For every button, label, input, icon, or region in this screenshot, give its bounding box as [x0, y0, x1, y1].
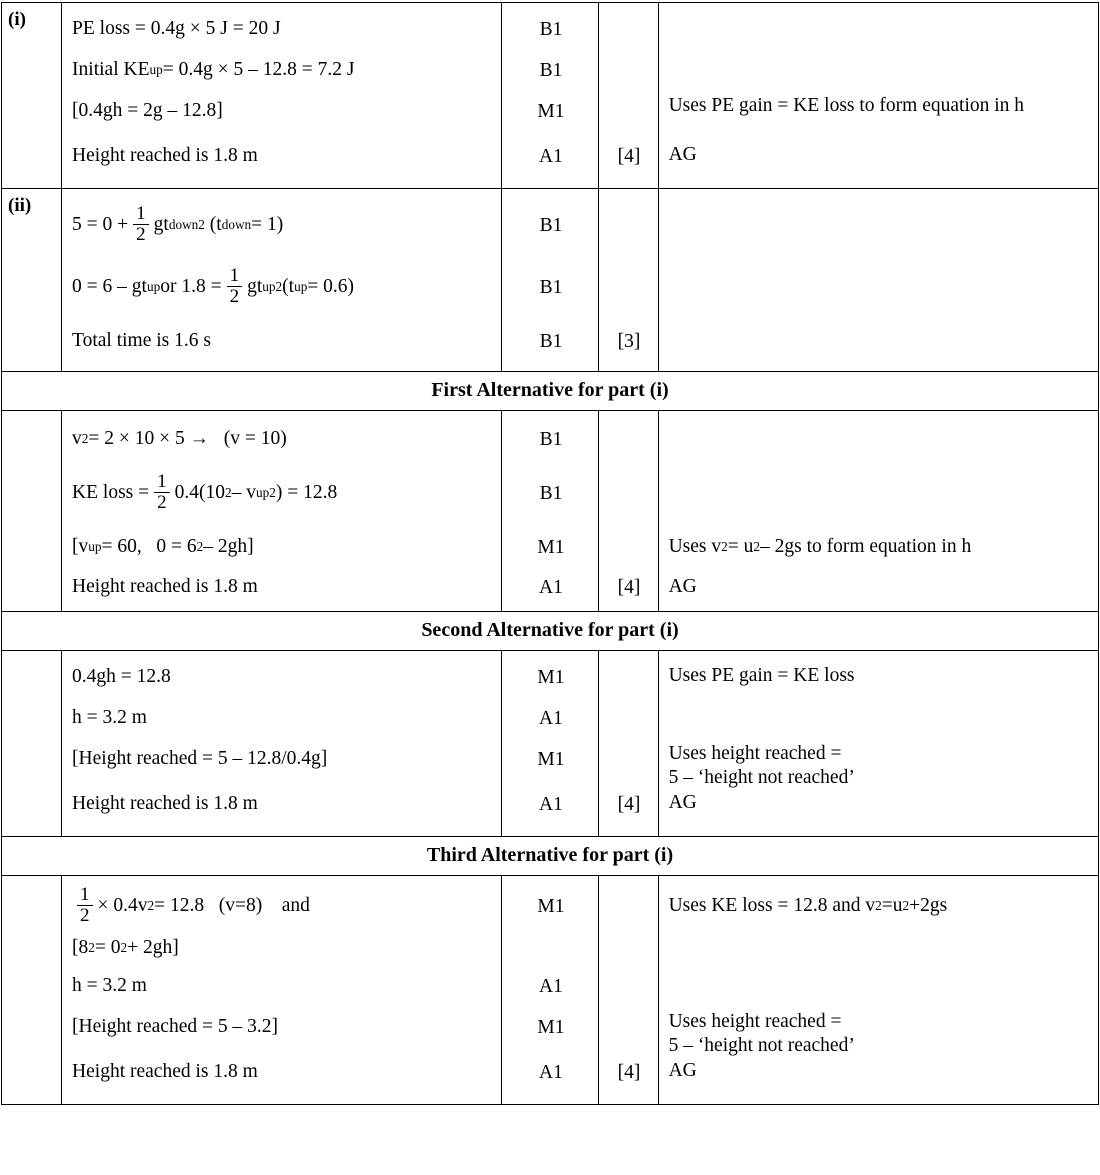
- note-text: Uses height reached =: [668, 1011, 842, 1032]
- mark-cell: [502, 3, 598, 189]
- note-line: [669, 965, 1092, 1006]
- fraction-one-half: $\frac{1}{2}$: [227, 266, 243, 307]
- mark-code: B1: [539, 429, 563, 450]
- notes-cell: [658, 411, 1098, 612]
- total-cell: [598, 3, 658, 189]
- total-marks: [609, 966, 650, 1007]
- mark-code: M1: [537, 537, 565, 558]
- note-line: AG: [668, 1060, 697, 1082]
- total-marks: [609, 739, 650, 780]
- total-marks: [4]: [617, 794, 641, 815]
- working-line: v 2 = 2 × 10 × 5 → (v = 10): [72, 428, 287, 450]
- working-line: 0 = 6 – gt up or 1.8 = $\frac{1}{2}$ gt up 2 (t up = 0.6): [72, 264, 355, 307]
- total-marks: [609, 463, 650, 525]
- mark-code: B1: [539, 18, 563, 40]
- total-cell: [598, 411, 658, 612]
- part-label: (ii): [8, 195, 32, 216]
- total-marks: [609, 50, 650, 91]
- total-marks: [609, 657, 650, 698]
- mark-code: B1: [539, 483, 563, 504]
- part-label-cell: [2, 876, 62, 1105]
- note-spacer: [669, 931, 1092, 965]
- note-line: Uses v 2 = u 2 – 2gs to form equation in h: [668, 535, 972, 557]
- table-row: [2, 3, 1099, 189]
- note-text: Uses height reached =: [668, 743, 842, 764]
- alternative-banner-cell: [2, 372, 1099, 411]
- markscheme-table: [1, 2, 1099, 1105]
- table-row: [2, 651, 1099, 837]
- total-marks: [609, 1007, 650, 1048]
- total-marks: [609, 257, 650, 319]
- mark-code: B1: [539, 277, 563, 298]
- mark-code: B1: [539, 59, 563, 81]
- total-marks: [609, 417, 650, 463]
- alternative-banner: First Alternative for part (i): [431, 379, 669, 401]
- part-label-cell: [2, 651, 62, 837]
- note-line: [669, 194, 1092, 256]
- mark-code: A1: [539, 146, 563, 167]
- note-line: Uses PE gain = KE loss: [668, 665, 855, 687]
- note-line: [669, 416, 1092, 462]
- working-line: Total time is 1.6 s: [72, 330, 211, 352]
- working-cell: [62, 3, 502, 189]
- note-line: [669, 49, 1092, 90]
- working-line: PE loss = 0.4g × 5 J = 20 J: [72, 17, 281, 39]
- total-marks: [609, 195, 650, 257]
- note-line: [669, 8, 1092, 49]
- part-label-cell: [2, 189, 62, 372]
- table-row: [2, 372, 1099, 411]
- mark-code: A1: [539, 794, 563, 815]
- mark-spacer: [512, 932, 589, 966]
- alternative-banner: Third Alternative for part (i): [426, 844, 674, 866]
- mark-code: B1: [539, 215, 563, 236]
- note-line: AG: [668, 144, 697, 166]
- working-line: KE loss = $\frac{1}{2}$ 0.4(10 2 – v up 2 ) = 12.8: [72, 470, 338, 513]
- notes-cell: [658, 3, 1098, 189]
- table-row: [2, 612, 1099, 651]
- total-marks: [609, 525, 650, 571]
- mark-cell: [502, 651, 598, 837]
- working-line: h = 3.2 m: [72, 974, 147, 996]
- mark-code: M1: [537, 666, 565, 688]
- mark-code: B1: [539, 331, 563, 352]
- working-cell: [62, 876, 502, 1105]
- total-marks: [4]: [617, 577, 641, 598]
- total-cell: [598, 876, 658, 1105]
- mark-cell: [502, 876, 598, 1105]
- working-line: [v up = 60, 0 = 6 2 – 2gh]: [72, 536, 254, 558]
- table-row: [2, 189, 1099, 372]
- notes-cell: [658, 876, 1098, 1105]
- total-cell: [598, 651, 658, 837]
- mark-cell: [502, 189, 598, 372]
- mark-code: A1: [539, 975, 563, 997]
- note-line: [669, 90, 1092, 135]
- notes-cell: [658, 651, 1098, 837]
- working-line: $\frac{1}{2}$ × 0.4v 2 = 12.8 (v=8) and: [72, 881, 493, 931]
- working-line: [Height reached = 5 – 12.8/0.4g]: [72, 747, 328, 769]
- working-line: 5 = 0 + $\frac{1}{2}$ gt down 2 (t down = 1): [72, 202, 284, 245]
- mark-code: M1: [537, 100, 565, 122]
- table-row: [2, 411, 1099, 612]
- note-line: [668, 1006, 1092, 1057]
- fraction-one-half: $\frac{1}{2}$: [154, 472, 170, 513]
- working-line: Height reached is 1.8 m: [72, 1061, 258, 1083]
- note-line: AG: [668, 792, 697, 814]
- mark-code: A1: [539, 1062, 563, 1083]
- note-line: [669, 318, 1092, 364]
- note-text: 5 – ‘height not reached’: [668, 767, 855, 789]
- working-cell: [62, 189, 502, 372]
- note-line: Uses KE loss = 12.8 and v 2 =u 2 +2gs: [668, 894, 948, 916]
- mark-code: M1: [537, 896, 565, 917]
- part-label: (i): [8, 9, 26, 30]
- table-row: [2, 876, 1099, 1105]
- note-line: [668, 738, 1092, 789]
- mark-code: M1: [537, 1016, 565, 1038]
- total-marks: [609, 698, 650, 739]
- total-cell: [598, 189, 658, 372]
- alternative-banner-cell: [2, 612, 1099, 651]
- total-marks: [4]: [617, 146, 641, 167]
- working-line: Height reached is 1.8 m: [72, 576, 258, 598]
- mark-code: A1: [539, 577, 563, 598]
- working-line: h = 3.2 m: [72, 706, 147, 728]
- total-spacer: [609, 932, 650, 966]
- note-line: AG: [668, 575, 697, 597]
- note-text: 5 – ‘height not reached’: [668, 1035, 855, 1057]
- alternative-banner: Second Alternative for part (i): [421, 619, 679, 641]
- notes-cell: [658, 189, 1098, 372]
- working-line: Height reached is 1.8 m: [72, 793, 258, 815]
- total-marks: [609, 91, 650, 132]
- working-line: 0.4gh = 12.8: [72, 665, 171, 687]
- note-text: Uses PE gain = KE loss to form equation in h: [668, 95, 1025, 116]
- mark-cell: [502, 411, 598, 612]
- part-label-cell: [2, 3, 62, 189]
- total-marks: [4]: [617, 1062, 641, 1083]
- total-marks: [3]: [617, 331, 641, 352]
- alternative-banner-cell: [2, 837, 1099, 876]
- working-line: [Height reached = 5 – 3.2]: [72, 1015, 278, 1037]
- note-line: [669, 462, 1092, 524]
- markscheme-page: [0, 2, 1100, 1175]
- note-line: [669, 256, 1092, 318]
- total-marks: [609, 882, 650, 932]
- part-label-cell: [2, 411, 62, 612]
- fraction-one-half: $\frac{1}{2}$: [77, 885, 93, 926]
- mark-code: M1: [537, 748, 565, 770]
- working-line: [8 2 = 0 2 + 2gh]: [72, 937, 179, 959]
- working-cell: [62, 411, 502, 612]
- working-cell: [62, 651, 502, 837]
- working-line: Initial KE up = 0.4g × 5 – 12.8 = 7.2 J: [72, 58, 355, 80]
- mark-code: A1: [539, 707, 563, 729]
- working-line: [0.4gh = 2g – 12.8]: [72, 99, 223, 121]
- note-line: [669, 697, 1092, 738]
- table-row: [2, 837, 1099, 876]
- working-line: Height reached is 1.8 m: [72, 145, 258, 167]
- total-marks: [609, 9, 650, 50]
- fraction-one-half: $\frac{1}{2}$: [133, 204, 149, 245]
